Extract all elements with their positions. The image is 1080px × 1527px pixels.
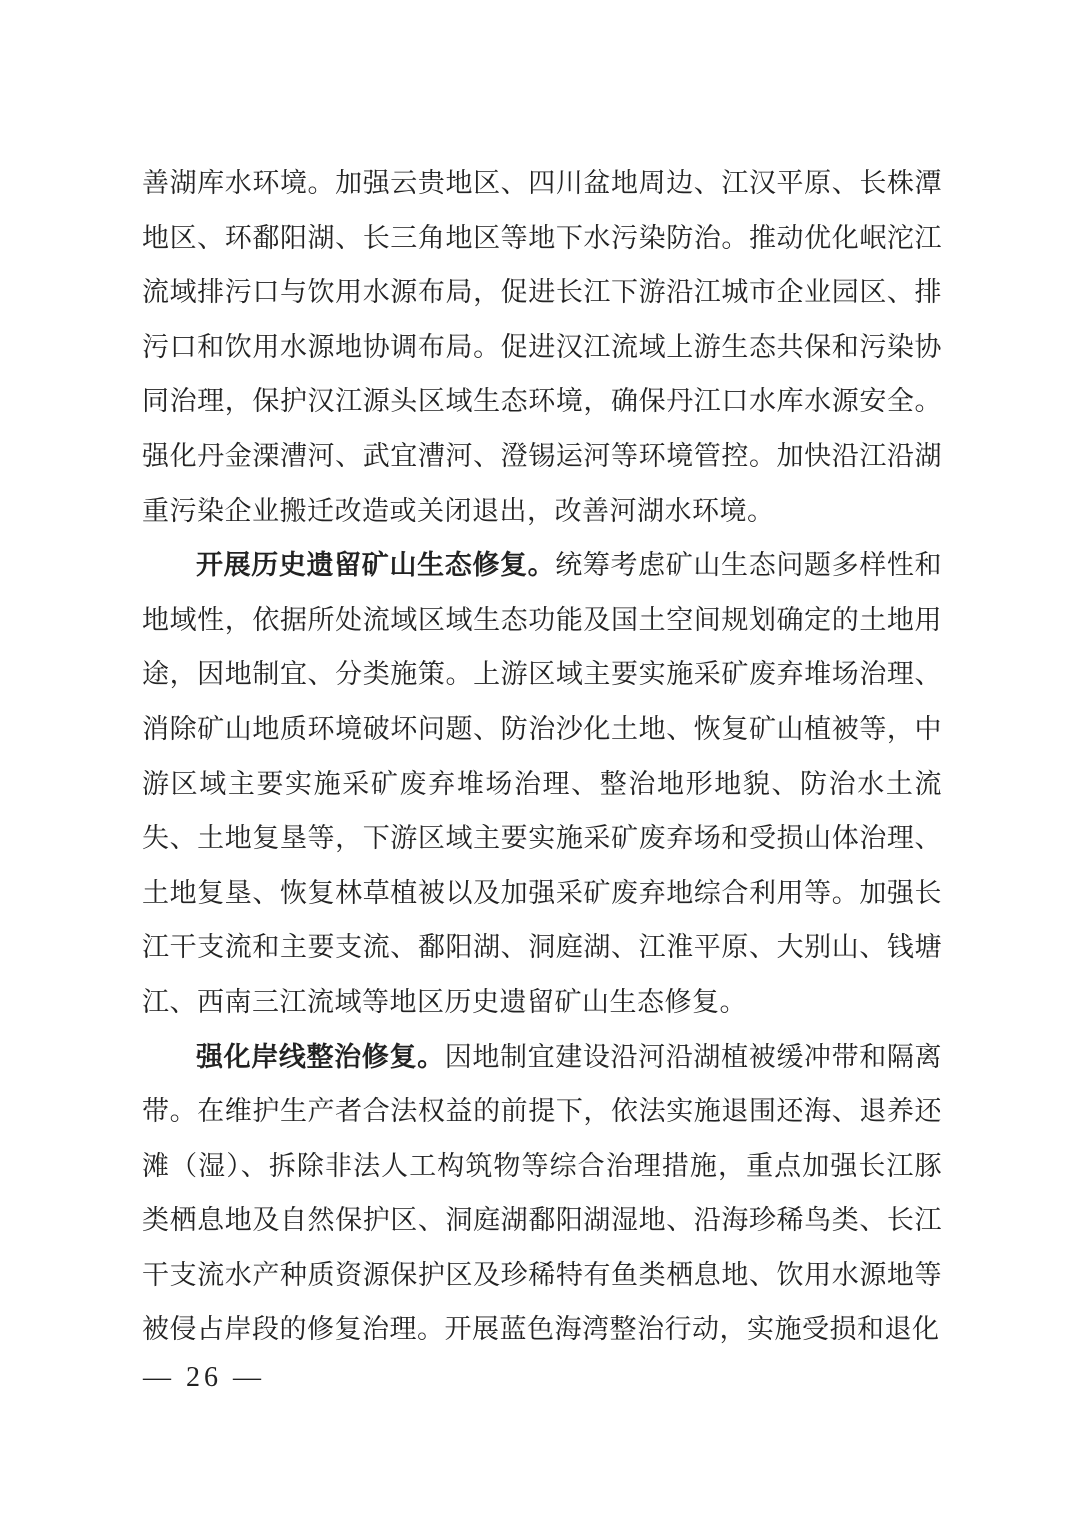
- paragraph-text: 善湖库水环境。加强云贵地区、四川盆地周边、江汉平原、长株潭地区、环鄱阳湖、长三角地区等地下水污染防治。推动优化岷沱江流域排污口与饮用水源布局，促进长江下游沿江城市企业园区、排污口和饮用水源地协调布局。促进汉江流域上游生态共保和污染协同治理，保护汉江源头区域生态环境，确保丹江口水库水源安全。强化丹金溧漕河、武宜漕河、澄锡运河等环境管控。加快沿江沿湖重污染企业搬迁改造或关闭退出，改善河湖水环境。: [142, 168, 942, 526]
- paragraph-lead: 强化岸线整治修复。: [196, 1041, 445, 1072]
- paragraph-lead: 开展历史遗留矿山生态修复。: [196, 550, 556, 581]
- page-number: — 26 —: [143, 1362, 265, 1393]
- paragraph: [142, 156, 942, 538]
- paragraph-text: 统筹考虑矿山生态问题多样性和地域性，依据所处流域区域生态功能及国土空间规划确定的土地用途，因地制宜、分类施策。上游区域主要实施采矿废弃堆场治理、消除矿山地质环境破坏问题、防治沙化土地、恢复矿山植被等，中游区域主要实施采矿废弃堆场治理、整治地形地貌、防治水土流失、土地复垦等，下游区域主要实施采矿废弃场和受损山体治理、土地复垦、恢复林草植被以及加强采矿废弃地综合利用等。加强长江干支流和主要支流、鄱阳湖、洞庭湖、江淮平原、大别山、钱塘江、西南三江流域等地区历史遗留矿山生态修复。: [142, 550, 942, 1017]
- document-body: [142, 156, 942, 1357]
- paragraph-text: 因地制宜建设沿河沿湖植被缓冲带和隔离带。在维护生产者合法权益的前提下，依法实施退围还海、退养还滩（湿）、拆除非法人工构筑物等综合治理措施，重点加强长江豚类栖息地及自然保护区、洞庭湖鄱阳湖湿地、沿海珍稀鸟类、长江干支流水产种质资源保护区及珍稀特有鱼类栖息地、饮用水源地等被侵占岸段的修复治理。开展蓝色海湾整治行动，实施受损和退化: [142, 1041, 943, 1345]
- paragraph: [142, 538, 942, 1029]
- paragraph: [142, 1030, 942, 1358]
